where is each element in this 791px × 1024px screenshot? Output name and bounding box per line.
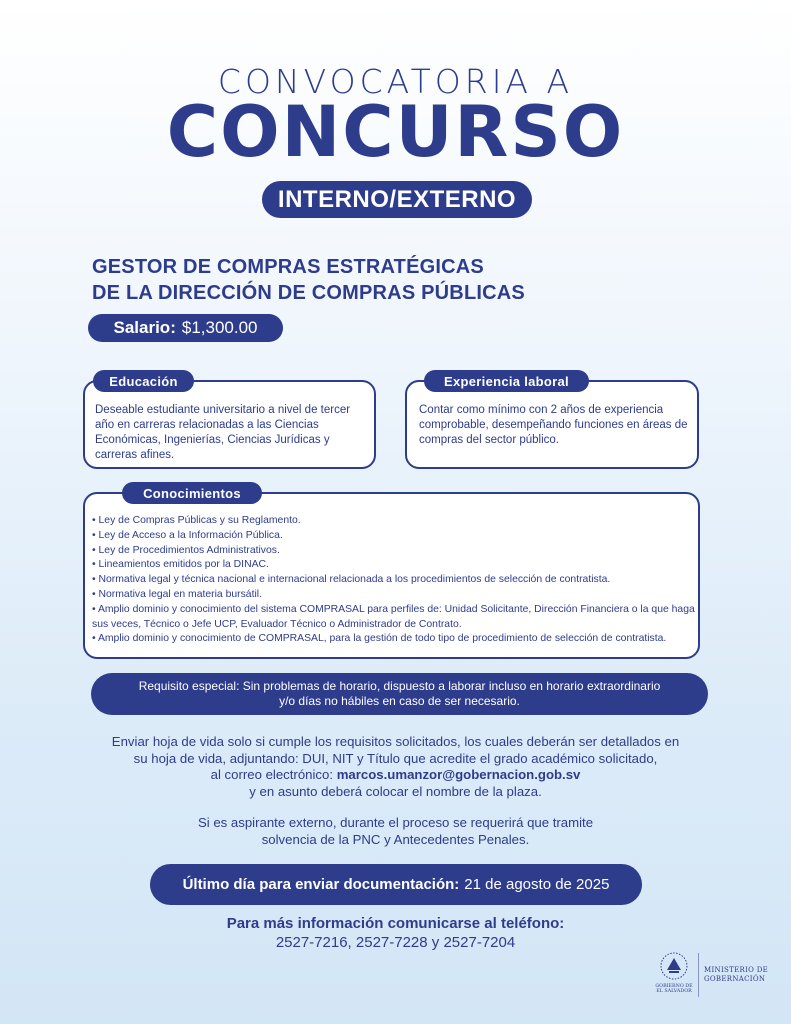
list-item: • Lineamientos emitidos por la DINAC. (92, 559, 269, 571)
list-item: • Normativa legal y técnica nacional e internacional relacionada a los procedimientos de selección de contratista. (92, 574, 611, 586)
education-text: Deseable estudiante universitario a nivel de tercer año en carreras relacionadas a las Ciencias Económicas, Ingenierías, Ciencias Jurídicas y carreras afines. (95, 404, 351, 461)
application-line2: su hoja de vida, adjuntando: DUI, NIT y Título que acredite el grado académico solicitado, (133, 750, 658, 766)
logo-divider (698, 953, 699, 997)
ministry-logo (653, 951, 773, 1001)
type-badge: INTERNO/EXTERNO (262, 181, 532, 218)
email-link[interactable]: marcos.umanzor@gobernacion.gob.sv (336, 767, 581, 782)
title-concurso: CONCURSO (166, 91, 625, 173)
list-item: • Ley de Procedimientos Administrativos. (92, 544, 280, 556)
gov-seal (653, 951, 695, 995)
application-line4: y en asunto deberá colocar el nombre de la plaza. (249, 783, 542, 799)
gov-line2: EL SALVADOR (656, 989, 692, 994)
list-item: • Ley de Acceso a la Información Pública. (92, 529, 283, 541)
list-item: • Amplio dominio y conocimiento del sistema COMPRASAL para perfiles de: Unidad Solicitante, Dirección Financiera o la que haga sus veces, Técnico o Jefe UCP, Evaluador Técnico o Administrador de Contrato. (92, 603, 695, 630)
deadline-label: Último día para enviar documentación: (182, 876, 460, 893)
salary-label: Salario: (113, 318, 176, 337)
contact-info (0, 914, 791, 952)
external-line2: solvencia de la PNC y Antecedentes Penales. (261, 831, 530, 847)
ministry-line2: GOBERNACIÓN (704, 975, 766, 983)
special-requirement-banner (91, 673, 708, 715)
application-instructions (0, 734, 791, 800)
education-heading: Educación (93, 370, 194, 392)
education-box (83, 373, 376, 469)
deadline-banner (150, 864, 642, 905)
contact-label: Para más información comunicarse al teléfono: (226, 915, 565, 932)
ministry-line1: MINISTERIO DE (704, 966, 769, 974)
knowledge-box (83, 485, 700, 659)
gov-line1: GOBIERNO DE (655, 983, 693, 989)
experience-text: Contar como mínimo con 2 años de experiencia comprobable, desempeñando funciones en áreas de compras del sector público. (419, 404, 688, 446)
job-title (92, 254, 525, 306)
title-convocatoria: CONVOCATORIA A (217, 62, 574, 101)
seal-icon (659, 951, 689, 981)
external-notice (0, 815, 791, 848)
job-title-line1: GESTOR DE COMPRAS ESTRATÉGICAS (92, 256, 484, 278)
application-line1: Enviar hoja de vida solo si cumple los requisitos solicitados, los cuales deberán ser detallados en (111, 734, 680, 749)
list-item: • Ley de Compras Públicas y su Reglamento. (92, 515, 301, 526)
job-title-line2: DE LA DIRECCIÓN DE COMPRAS PÚBLICAS (92, 282, 525, 304)
knowledge-heading: Conocimientos (122, 482, 262, 504)
list-item: • Amplio dominio y conocimiento de COMPRASAL, para la gestión de todo tipo de procedimiento de selección de contratista. (92, 633, 667, 645)
ministry-name (704, 966, 768, 984)
contact-phones: 2527-7216, 2527-7228 y 2527-7204 (275, 934, 516, 951)
special-requirement-line2: y/o días no hábiles en caso de ser necesario. (279, 694, 520, 708)
experience-heading: Experiencia laboral (424, 370, 589, 392)
list-item: • Normativa legal en materia bursátil. (92, 588, 262, 600)
email-prefix: al correo electrónico: (210, 767, 334, 782)
salary-value: $1,300.00 (181, 318, 258, 337)
experience-box (405, 373, 699, 469)
external-line1: Si es aspirante externo, durante el proceso se requerirá que tramite (197, 815, 594, 830)
salary-badge (88, 314, 283, 342)
application-line3 (0, 767, 791, 784)
special-requirement-line1: Requisito especial: Sin problemas de horario, dispuesto a laborar incluso en horario extraordinario (138, 679, 661, 693)
knowledge-list (92, 514, 696, 647)
deadline-date: 21 de agosto de 2025 (464, 876, 610, 893)
